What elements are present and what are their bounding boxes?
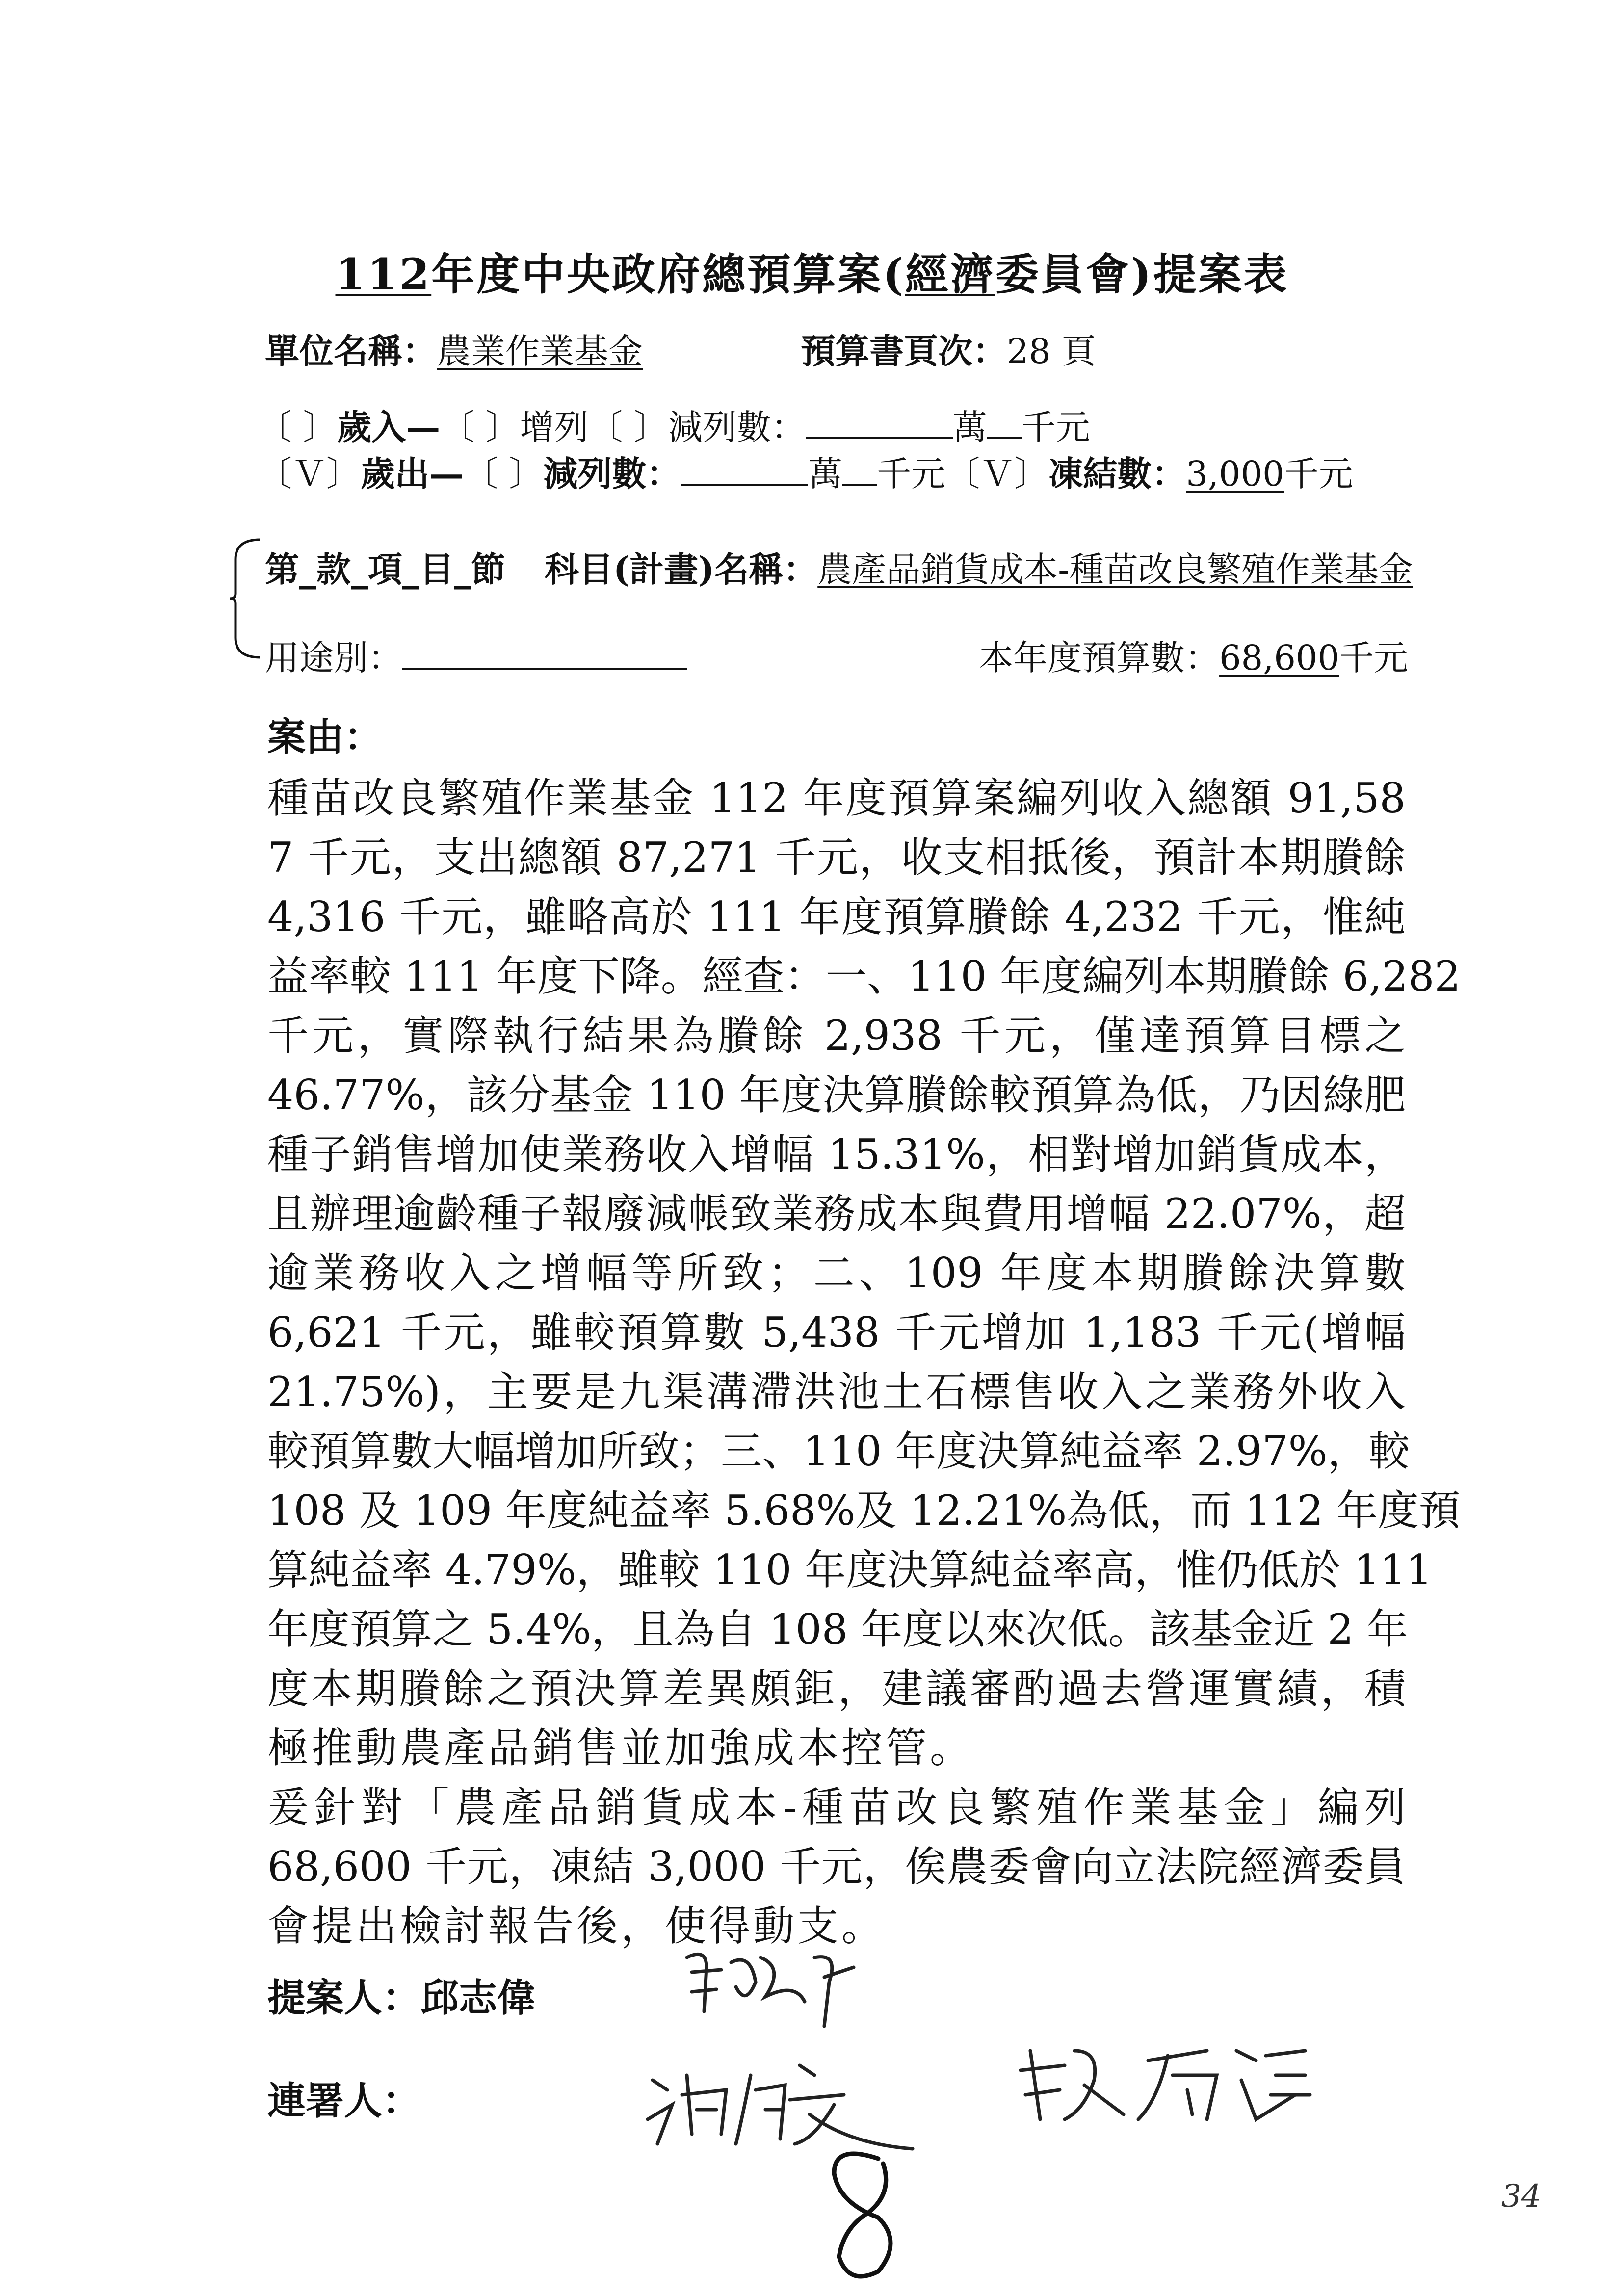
reason-line: 年度預算之 5.4%，且為自 108 年度以來次低。該基金近 2 年 — [267, 1605, 1408, 1653]
page-title: 112年度中央政府總預算案(經濟委員會)提案表 — [335, 249, 1289, 300]
expense-wan-blank — [681, 454, 808, 486]
freeze-amount: 3,000 — [1186, 454, 1284, 494]
handwritten-number-mark — [805, 2144, 913, 2291]
proposer-signature — [677, 1938, 898, 2036]
reason-line: 68,600 千元，凍結 3,000 千元，俟農委會向立法院經濟委員 — [267, 1843, 1406, 1891]
reason-line: 千元，實際執行結果為賸餘 2,938 千元，僅達預算目標之 — [267, 1012, 1406, 1060]
reason-line: 6,621 千元，雖較預算數 5,438 千元增加 1,183 千元(增幅 — [267, 1308, 1406, 1357]
unit-name: 農業作業基金 — [437, 331, 643, 371]
reason-line: 4,316 千元，雖略高於 111 年度預算賸餘 4,232 千元，惟純 — [267, 893, 1406, 941]
cosigner-signature-2 — [1011, 2021, 1325, 2129]
usage-row: 用途別： 本年度預算數：68,600千元 — [265, 638, 1408, 678]
item-name: 農產品銷貨成本-種苗改良繁殖作業基金 — [817, 549, 1413, 590]
expense-qian-blank — [842, 454, 877, 486]
budget-page: 28 頁 — [1007, 331, 1096, 371]
reason-line: 種子銷售增加使業務收入增幅 15.31%，相對增加銷貨成本， — [267, 1130, 1406, 1178]
reason-line: 爰針對「農產品銷貨成本-種苗改良繁殖作業基金」編列 — [267, 1783, 1406, 1831]
reason-line: 種苗改良繁殖作業基金 112 年度預算案編列收入總額 91,58 — [267, 774, 1406, 822]
reason-line: 益率較 111 年度下降。經查：一、110 年度編列本期賸餘 6,282 — [267, 952, 1461, 1000]
reason-line: 46.77%，該分基金 110 年度決算賸餘較預算為低，乃因綠肥 — [267, 1071, 1406, 1119]
reason-line: 較預算數大幅增加所致；三、110 年度決算純益率 2.97%，較 — [267, 1427, 1410, 1475]
reason-line: 108 及 109 年度純益率 5.68%及 12.21%為低，而 112 年度預 — [267, 1487, 1461, 1535]
reason-line: 逾業務收入之增幅等所致；二、109 年度本期賸餘決算數 — [267, 1249, 1406, 1297]
reason-line: 且辦理逾齡種子報廢減帳致業務成本與費用增幅 22.07%，超 — [267, 1190, 1406, 1238]
reason-line: 算純益率 4.79%，雖較 110 年度決算純益率高，惟仍低於 111 — [267, 1546, 1433, 1594]
curly-brace — [226, 535, 270, 662]
reason-line: 極推動農產品銷售並加強成本控管。 — [267, 1724, 974, 1772]
revenue-row: 〔 〕歲入—〔 〕增列〔 〕減列數： 萬 千元 — [258, 407, 1090, 447]
reason-line: 會提出檢討報告後，使得動支。 — [267, 1902, 886, 1950]
revenue-qian-blank — [987, 408, 1022, 439]
reason-line: 21.75%)，主要是九渠溝滯洪池土石標售收入之業務外收入 — [267, 1368, 1406, 1416]
cosigner-label: 連署人： — [267, 2079, 421, 2123]
reason-heading: 案由： — [267, 715, 383, 759]
cosigner-signature-1 — [638, 2046, 942, 2159]
expense-row: 〔Ｖ〕歲出—〔 〕減列數： 萬 千元〔Ｖ〕凍結數：3,000千元 — [258, 453, 1353, 494]
item-row: 第_款_項_目_節 科目(計畫)名稱：農產品銷貨成本-種苗改良繁殖作業基金 — [265, 549, 1413, 590]
proposer-row: 提案人：邱志偉 — [267, 1976, 536, 2020]
reason-line: 7 千元，支出總額 87,271 千元，收支相抵後，預計本期賸餘 — [267, 834, 1406, 882]
revenue-wan-blank — [806, 408, 953, 439]
annual-budget: 68,600 — [1219, 638, 1339, 678]
usage-blank — [402, 638, 687, 670]
reason-line: 度本期賸餘之預決算差異頗鉅，建議審酌過去營運實績，積 — [267, 1665, 1406, 1713]
proposer-name: 邱志偉 — [420, 1976, 536, 2020]
page-number: 34 — [1501, 2178, 1542, 2215]
unit-row: 單位名稱：農業作業基金 預算書頁次：28 頁 — [265, 331, 1096, 371]
